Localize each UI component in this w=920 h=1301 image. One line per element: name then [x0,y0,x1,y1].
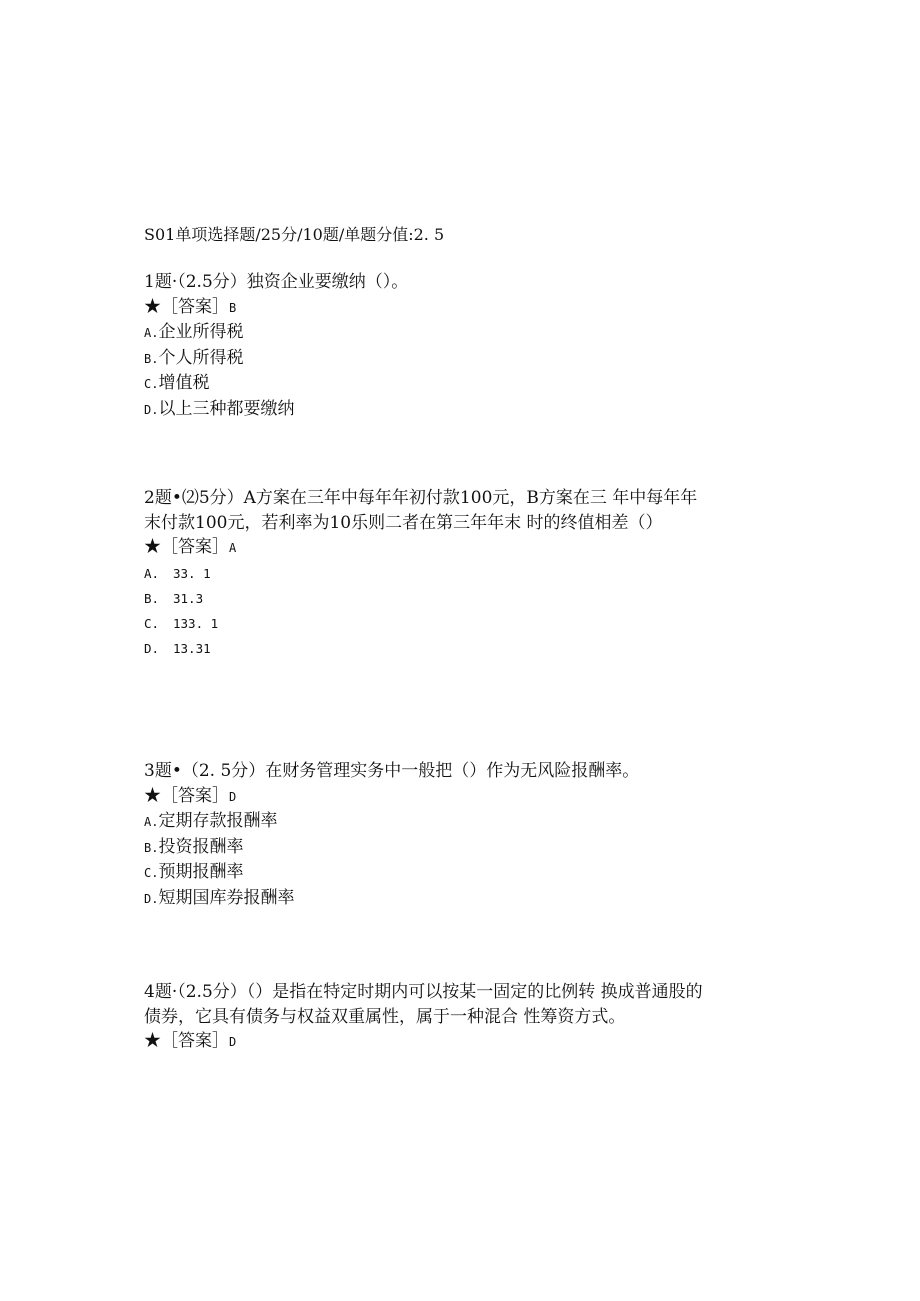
answer-value: D [229,1035,237,1049]
answer-line [144,1029,704,1055]
option-text: 13.31 [173,640,211,656]
option-letter: D. [144,891,159,906]
section-title: S01单项选择题/25分/10题/单题分值:2. 5 [144,225,445,244]
option-d [144,886,704,912]
answer-line [144,535,704,561]
option-a [144,809,704,835]
option-d [144,636,704,661]
question-stem: 4题·（2.5分）（）是指在特定时期内可以按某一固定的比例转 换成普通股的债券，它具有债务与权益双重属性，属于一种混合 性筹资方式。 [144,982,703,1027]
answer-value: A [229,541,237,555]
question-3 [144,759,704,911]
option-b [144,586,704,611]
answer-line [144,295,704,321]
option-letter: B. [144,840,159,855]
question-stem: 1题·（2.5分）独资企业要缴纳（）。 [144,272,409,292]
question-4 [144,980,704,1055]
answer-line [144,784,704,810]
option-letter: C. [144,866,159,880]
option-text: 33. 1 [173,565,211,581]
question-2 [144,486,704,661]
question-stem: 3题•（2. 5分）在财务管理实务中一般把（）作为无风险报酬率。 [144,761,640,781]
option-a [144,561,704,586]
option-text: 预期报酬率 [158,862,244,882]
option-c [144,371,704,397]
option-letter: A. [144,815,159,829]
answer-label: ★［答案］ [144,296,229,317]
option-c [144,860,704,886]
question-1 [144,270,704,422]
option-text: 投资报酬率 [158,836,244,857]
option-letter: D. [144,640,160,656]
option-text: 以上三种都要缴纳 [158,398,295,419]
option-letter: A. [144,326,159,340]
option-d [144,397,704,423]
option-letter: D. [144,402,159,417]
option-a [144,320,704,346]
option-letter: A. [144,565,160,581]
option-text: 增值税 [158,373,210,393]
option-c [144,611,704,636]
option-letter: B. [144,590,160,606]
answer-value: B [229,300,237,315]
answer-value: D [229,789,237,804]
option-b [144,835,704,861]
option-text: 133. 1 [173,615,219,631]
option-letter: C. [144,615,160,631]
option-text: 个人所得税 [158,347,244,368]
option-text: 企业所得税 [158,322,244,342]
option-letter: C. [144,377,159,391]
answer-label: ★［答案］ [144,785,229,806]
answer-label: ★［答案］ [144,537,229,557]
option-text: 31.3 [173,590,204,606]
answer-label: ★［答案］ [144,1031,229,1051]
option-letter: B. [144,351,159,366]
option-text: 定期存款报酬率 [158,811,278,831]
option-b [144,346,704,372]
option-text: 短期国库券报酬率 [158,887,295,908]
question-stem: 2题•⑵5分）A方案在三年中每年年初付款100元，B方案在三 年中每年年末付款100元，若利率为10乐则二者在第三年年末 时的终值相差（） [144,488,698,533]
